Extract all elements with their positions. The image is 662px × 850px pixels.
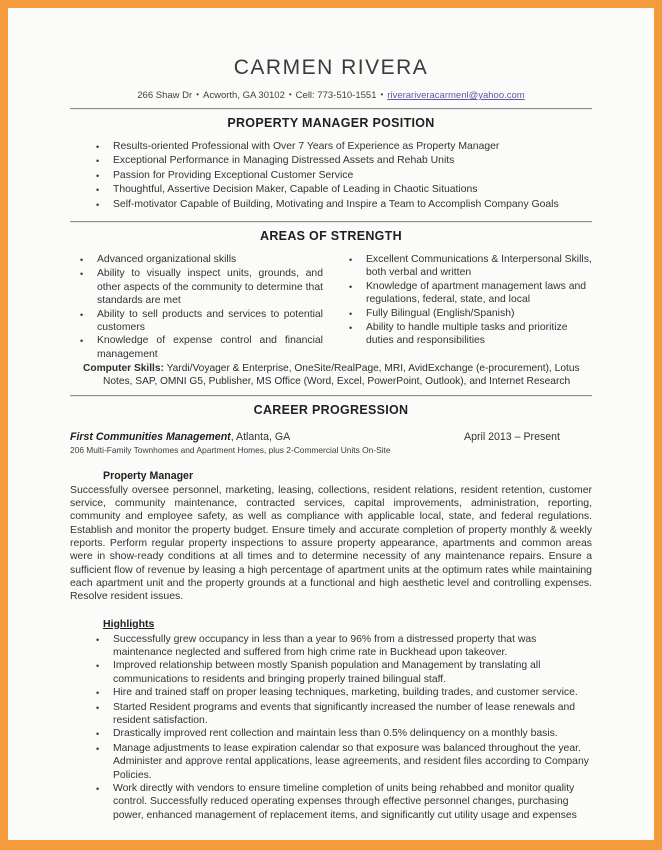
list-item <box>96 659 592 686</box>
contact-line <box>70 90 592 101</box>
list-item <box>96 169 592 183</box>
list-item <box>96 782 592 822</box>
bullet-icon: • <box>96 688 100 699</box>
list-item-text: Improved relationship between mostly Spanish population and Management by translating all communications to residents and bringing properly trained bilingual staff. <box>113 660 541 685</box>
bullet-icon: • <box>96 702 100 713</box>
bullet-icon: • <box>80 336 84 347</box>
bullet-icon: • <box>80 255 84 266</box>
list-item-text: Work directly with vendors to ensure timeline completion of units being rehabbed and monitor quality control. Successfully reduced operating expenses through effective personnel changes, purchasing power, enhanced management of replacement items, and significantly cut utility usage and expenses <box>113 783 577 821</box>
city-text: Acworth, GA 30102 <box>203 90 285 101</box>
separator-dot: • <box>380 90 384 99</box>
strengths-columns <box>70 246 592 361</box>
list-item <box>349 253 592 280</box>
computer-skills-label: Computer Skills: <box>83 363 164 375</box>
section-title-position: PROPERTY MANAGER POSITION <box>227 116 435 130</box>
candidate-name: CARMEN RIVERA <box>233 56 429 79</box>
strengths-left-list <box>70 253 323 361</box>
list-item <box>96 154 592 168</box>
section-title-strengths: AREAS OF STRENGTH <box>260 229 402 244</box>
computer-skills <box>70 363 592 389</box>
list-item-text: Excellent Communications & Interpersonal Skills, both verbal and written <box>366 254 592 279</box>
list-item <box>96 727 592 741</box>
list-item-text: Ability to sell products and services to potential customers <box>97 308 323 334</box>
employment-dates: April 2013 – Present <box>464 430 560 443</box>
computer-skills-text: Yardi/Voyager & Enterprise, OneSite/RealPage, MRI, AvidExchange (e-procurement), Lotus Notes, SAP, OMNI G5, Publisher, MS Office (Word, Excel, PowerPoint, Outlook), and Internet Research <box>103 363 580 388</box>
strengths-right-list <box>339 253 592 348</box>
list-item-text: Passion for Providing Exceptional Customer Service <box>113 169 354 181</box>
list-item <box>96 140 592 154</box>
bullet-icon: • <box>80 309 84 320</box>
section-divider <box>70 395 592 397</box>
email-link[interactable]: riverariveracarmenl@yahoo.com <box>387 90 525 101</box>
list-item-text: Ability to handle multiple tasks and prioritize duties and responsibilities <box>366 322 568 347</box>
phone-text: Cell: 773-510-1551 <box>295 90 377 101</box>
bullet-icon: • <box>80 269 84 280</box>
list-item <box>349 280 592 307</box>
list-item-text: Exceptional Performance in Managing Distressed Assets and Rehab Units <box>113 155 455 167</box>
strengths-right-column <box>339 246 592 361</box>
bullet-icon: • <box>96 170 100 181</box>
list-item <box>96 742 592 782</box>
employer-location: , Atlanta, GA <box>230 430 291 443</box>
bullet-icon: • <box>96 784 100 795</box>
list-item-text: Manage adjustments to lease expiration calendar so that exposure was balanced throughout the year. Administer and approve rental applications, lease agreements, and resident files according to Company Policies. <box>113 742 589 781</box>
bullet-icon: • <box>349 323 353 334</box>
employer-line <box>70 431 290 443</box>
list-item <box>96 198 592 212</box>
qualifications-list <box>70 140 592 212</box>
bullet-icon: • <box>349 281 353 292</box>
separator-dot: • <box>288 90 292 99</box>
section-title-career: CAREER PROGRESSION <box>253 402 409 417</box>
list-item-text: Hire and trained staff on proper leasing techniques, marketing, building trades, and customer service. <box>113 687 578 699</box>
bullet-icon: • <box>349 308 353 319</box>
list-item <box>349 307 592 321</box>
list-item-text: Knowledge of expense control and financial management <box>97 335 323 360</box>
property-details: 206 Multi-Family Townhomes and Apartment Homes, plus 2-Commercial Units On-Site <box>70 444 391 455</box>
bullet-icon: • <box>96 661 100 672</box>
list-item <box>96 183 592 197</box>
list-item <box>80 267 323 307</box>
list-item <box>349 321 592 348</box>
list-item <box>96 701 592 728</box>
highlights-heading: Highlights <box>103 617 155 630</box>
section-divider <box>70 221 592 223</box>
bullet-icon: • <box>96 743 100 754</box>
employer-row <box>70 431 592 443</box>
job-summary: Successfully oversee personnel, marketing, leasing, collections, resident relations, resident retention, customer service, community maintenance, contracted services, capital improvements, administration, reporting, community and employee safety, as well as compliance with applicable local, state, and federal regulations. Establish and monitor the property budget. Ensure timely and accurate completion of property monthly & weekly reports. Perform regular property inspections to assure property appearance, apartments and common areas were in show-ready conditions at all times and to determine necessity of any maintenance repairs. Ensure a sufficient flow of revenue by leasing a high percentage of apartment units at the optimum rates while maintaining each apartment unit and the property grounds at a functional and high aesthetic level and controlling expenses. Resolve resident issues. <box>70 484 592 603</box>
list-item-text: Advanced organizational skills <box>97 254 237 266</box>
bullet-icon: • <box>96 142 100 152</box>
list-item <box>80 253 323 267</box>
list-item-text: Successfully grew occupancy in less than a year to 96% from a distressed property that was maintenance neglected and suffered from high crime rate in Buckhead upon takeover. <box>113 633 537 658</box>
bullet-icon: • <box>96 185 100 196</box>
bullet-icon: • <box>96 729 100 740</box>
list-item-text: Self-motivator Capable of Building, Motivating and Inspire a Team to Accomplish Company Goals <box>113 198 559 210</box>
separator-dot: • <box>196 90 199 99</box>
list-item-text: Thoughtful, Assertive Decision Maker, Capable of Leading in Chaotic Situations <box>113 184 478 196</box>
employer-name: First Communities Management <box>70 430 231 443</box>
address-text: 266 Shaw Dr <box>137 90 193 101</box>
list-item-text: Knowledge of apartment management laws and regulations, federal, state, and local <box>366 280 587 306</box>
bullet-icon: • <box>96 156 100 167</box>
list-item <box>80 334 323 361</box>
highlights-list <box>70 633 592 823</box>
list-item-text: Ability to visually inspect units, grounds, and other aspects of the community to determine that standards are met <box>97 268 323 307</box>
list-item <box>80 308 323 335</box>
strengths-left-column <box>70 246 323 361</box>
bullet-icon: • <box>96 199 100 210</box>
bullet-icon: • <box>349 255 353 266</box>
list-item <box>96 686 592 700</box>
list-item-text: Drastically improved rent collection and maintain less than 0.5% delinquency on a monthly basis. <box>113 728 558 740</box>
list-item-text: Results-oriented Professional with Over 7 Years of Experience as Property Manager <box>113 141 500 152</box>
list-item-text: Started Resident programs and events that significantly increased the number of lease renewals and resident satisfaction. <box>113 701 576 726</box>
job-title: Property Manager <box>103 469 194 482</box>
bullet-icon: • <box>96 634 100 645</box>
section-divider <box>70 108 592 110</box>
list-item <box>96 633 592 660</box>
list-item-text: Fully Bilingual (English/Spanish) <box>366 307 515 319</box>
